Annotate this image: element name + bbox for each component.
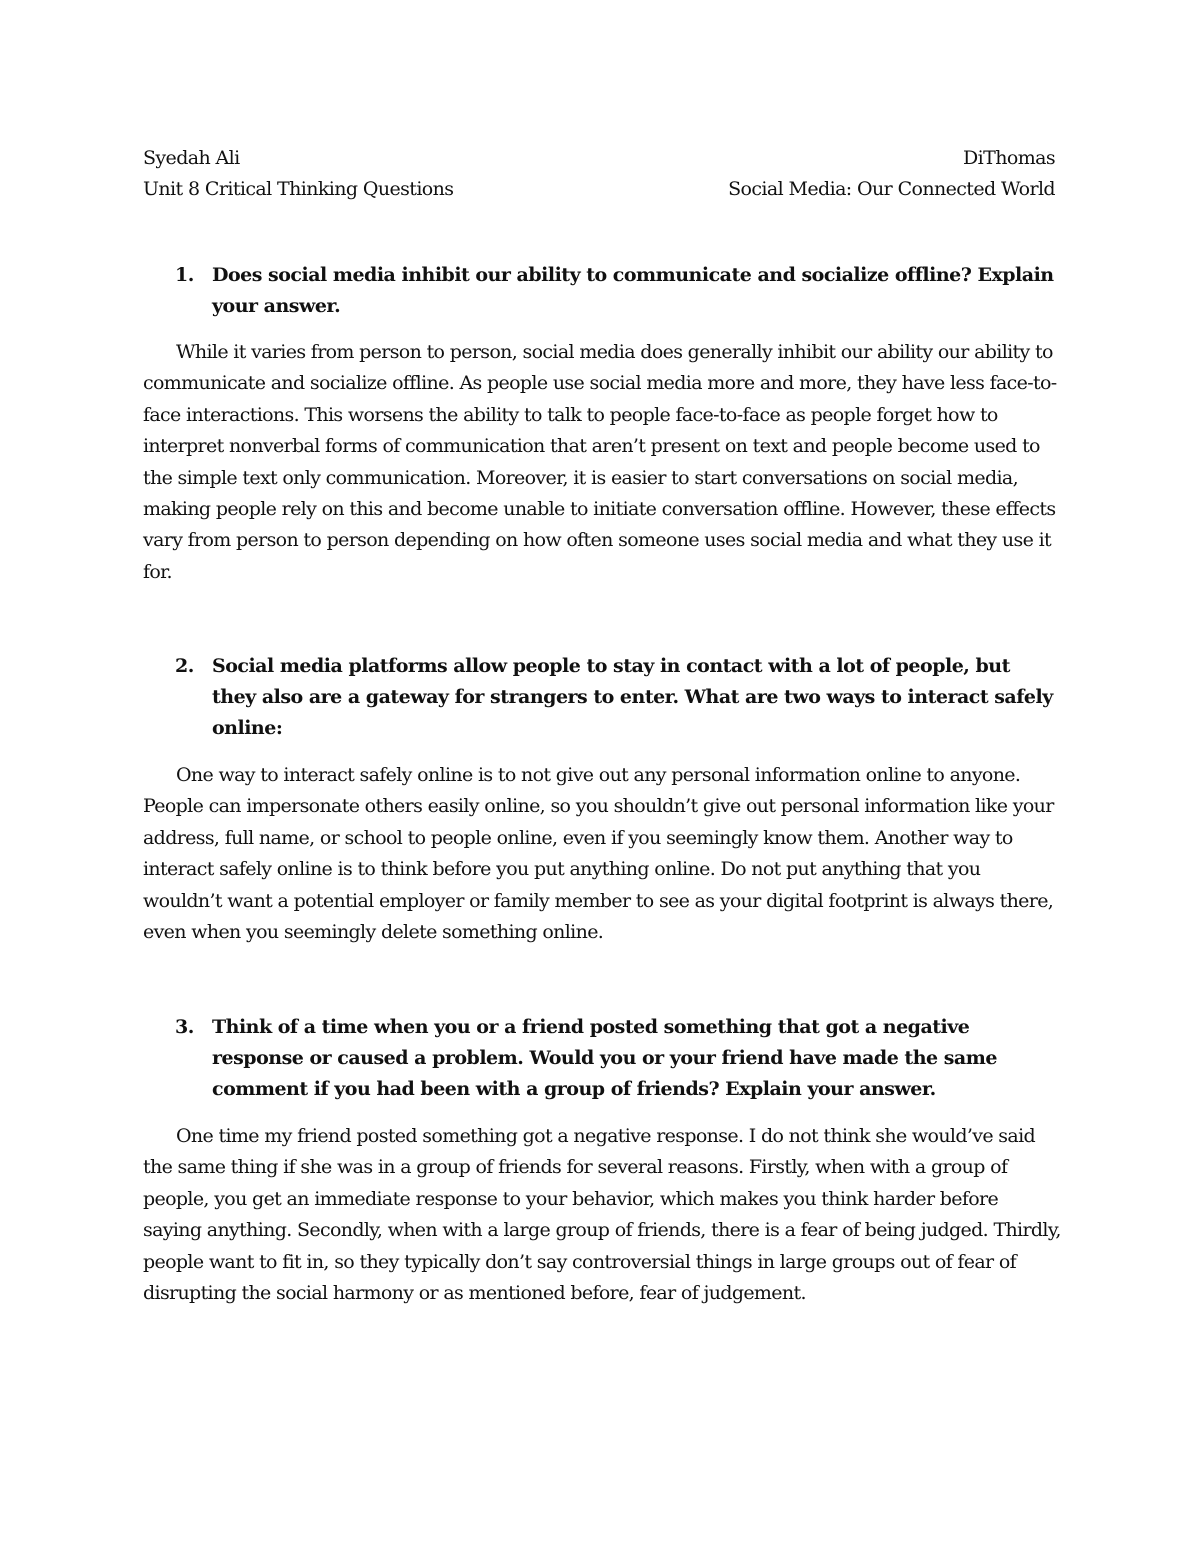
question-1 (175, 260, 1055, 322)
answer-2: One way to interact safely online is to not give out any personal information online to anyone. People can impersonate others easily online, so you shouldn’t give out personal information like your address, full name, or school to people online, even if you seemingly know them. Another way to interact safely online is to think before you put anything online. Do not put anything that you wouldn’t want a potential employer or family member to see as your digital footprint is always there, even when you seemingly delete something online. (143, 764, 1054, 944)
question-2 (175, 651, 1055, 744)
teacher-name: DiThomas (963, 147, 1055, 169)
question-number: 1. (175, 264, 194, 286)
answer-1: While it varies from person to person, social media does generally inhibit our ability our ability to communicate and socialize offline. As people use social media more and more, they have less face-to-face interactions. This worsens the ability to talk to people face-to-face as people forget how to interpret nonverbal forms of communication that aren’t present on text and people become used to the simple text only communication. Moreover, it is easier to start conversations on social media, making people rely on this and become unable to initiate conversation offline. However, these effects vary from person to person depending on how often someone uses social media and what they use it for. (143, 341, 1057, 583)
question-prompt: Does social media inhibit our ability to communicate and socialize offline? Explain your answer. (212, 264, 1054, 317)
student-name: Syedah Ali (143, 147, 240, 169)
question-number: 2. (175, 655, 194, 677)
question-number: 3. (175, 1016, 194, 1038)
question-prompt: Think of a time when you or a friend posted something that got a negative response or caused a problem. Would you or your friend have made the same comment if you had been with a group of friends? Explain your answer. (212, 1016, 997, 1100)
course-title: Social Media: Our Connected World (728, 178, 1055, 200)
header-row-2 (143, 174, 1055, 205)
document-header (143, 143, 1055, 205)
question-prompt: Social media platforms allow people to stay in contact with a lot of people, but they also are a gateway for strangers to enter. What are two ways to interact safely online: (212, 655, 1053, 739)
assignment-title: Unit 8 Critical Thinking Questions (143, 178, 454, 200)
answer-3: One time my friend posted something got a negative response. I do not think she would’ve said the same thing if she was in a group of friends for several reasons. Firstly, when with a group of people, you get an immediate response to your behavior, which makes you think harder before saying anything. Secondly, when with a large group of friends, there is a fear of being judged. Thirdly, people want to fit in, so they typically don’t say controversial things in large groups out of fear of disrupting the social harmony or as mentioned before, fear of judgement. (143, 1125, 1061, 1305)
header-row-1 (143, 143, 1055, 174)
question-3 (175, 1012, 1055, 1105)
